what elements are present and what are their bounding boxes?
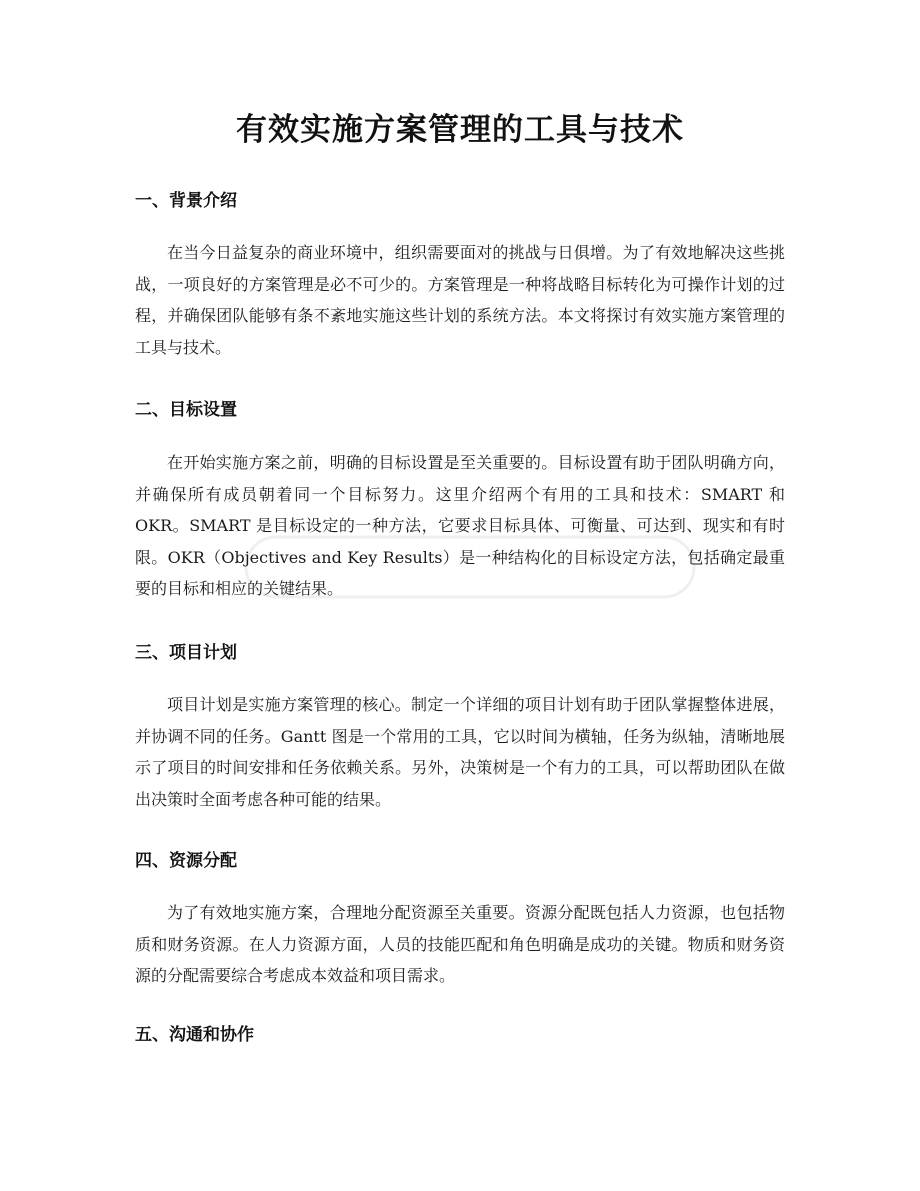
section-paragraph: 在开始实施方案之前，明确的目标设置是至关重要的。目标设置有助于团队明确方向，并确保所有成员朝着同一个目标努力。这里介绍两个有用的工具和技术：SMART 和 OKR。SMART 是目标设定的一种方法，它要求目标具体、可衡量、可达到、现实和有时限。OKR（Objectives and Key Results）是一种结构化的目标设定方法，包括确定最重要的目标和相应的关键结果。	[135, 453, 785, 598]
section-resource-allocation	[135, 848, 785, 992]
section-paragraph: 为了有效地实施方案，合理地分配资源至关重要。资源分配既包括人力资源，也包括物质和财务资源。在人力资源方面，人员的技能匹配和角色明确是成功的关键。物质和财务资源的分配需要综合考虑成本效益和项目需求。	[135, 903, 785, 985]
section-heading: 五、沟通和协作	[135, 1025, 254, 1045]
section-heading: 四、资源分配	[135, 851, 237, 871]
section-background	[135, 188, 785, 363]
document-title: 有效实施方案管理的工具与技术	[236, 112, 684, 148]
section-paragraph: 在当今日益复杂的商业环境中，组织需要面对的挑战与日俱增。为了有效地解决这些挑战，一项良好的方案管理是必不可少的。方案管理是一种将战略目标转化为可操作计划的过程，并确保团队能够有条不紊地实施这些计划的系统方法。本文将探讨有效实施方案管理的工具与技术。	[135, 243, 785, 357]
section-heading: 二、目标设置	[135, 400, 237, 420]
section-heading: 一、背景介绍	[135, 191, 237, 211]
section-goal-setting	[135, 397, 785, 605]
section-project-plan	[135, 640, 785, 815]
section-paragraph: 项目计划是实施方案管理的核心。制定一个详细的项目计划有助于团队掌握整体进展，并协调不同的任务。Gantt 图是一个常用的工具，它以时间为横轴，任务为纵轴，清晰地展示了项目的时间安排和任务依赖关系。另外，决策树是一个有力的工具，可以帮助团队在做出决策时全面考虑各种可能的结果。	[135, 695, 785, 809]
section-heading: 三、项目计划	[135, 643, 237, 663]
section-communication	[135, 1022, 785, 1048]
